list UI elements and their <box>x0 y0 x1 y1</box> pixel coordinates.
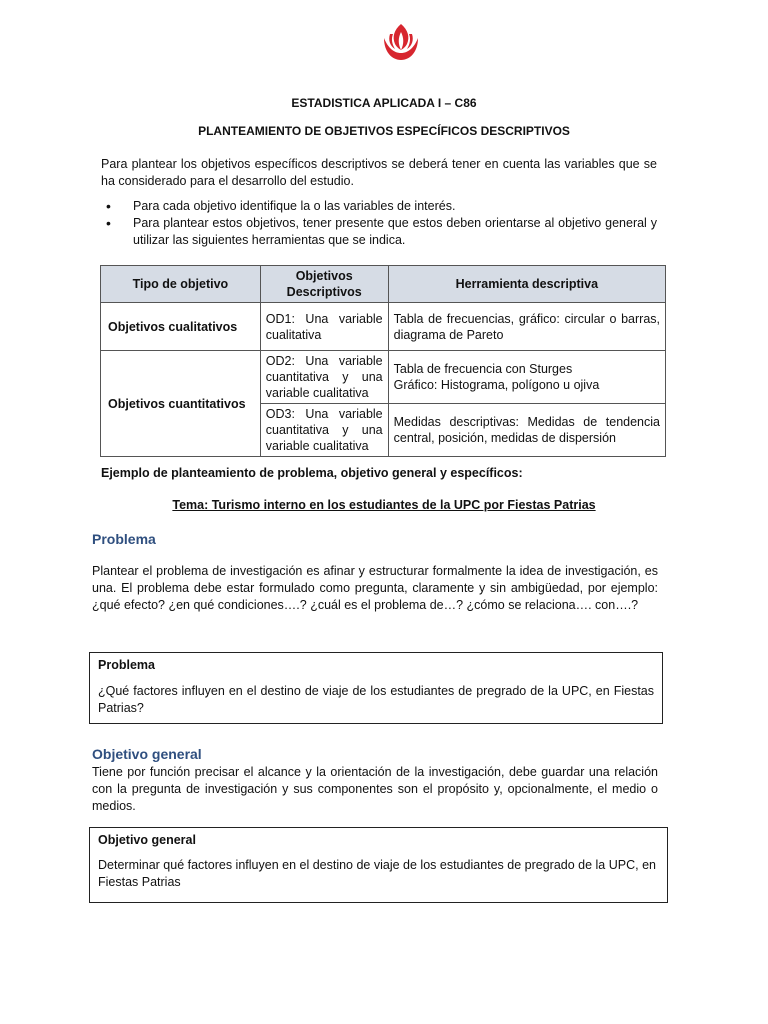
bullet-icon: • <box>106 215 111 231</box>
problem-box-text: ¿Qué factores influyen en el destino de viaje de los estudiantes de pregrado de la UPC, en Fiestas Patrias? <box>98 684 654 715</box>
general-objective-box-text: Determinar qué factores influyen en el destino de viaje de los estudiantes de pregrado de la UPC, en Fiestas Patrias <box>98 858 656 889</box>
intro-paragraph: Para plantear los objetivos específicos descriptivos se deberá tener en cuenta las variables que se ha considerado para el desarrollo del estudio. <box>101 157 657 188</box>
document-title: PLANTEAMIENTO DE OBJETIVOS ESPECÍFICOS DESCRIPTIVOS <box>198 124 570 138</box>
problem-box-title: Problema <box>98 658 155 672</box>
general-objective-heading: Objetivo general <box>92 746 202 762</box>
problem-paragraph: Plantear el problema de investigación es afinar y estructurar formalmente la idea de investigación, es una. El problema debe estar formulado como pregunta, claramente y sin ambigüedad, por ejemplo: ¿qué efecto? ¿en qué condiciones….? ¿cuál es el problema de…? ¿cómo se relaciona…. con….? <box>92 564 658 612</box>
course-title: ESTADISTICA APLICADA I – C86 <box>291 96 477 110</box>
upc-logo-icon <box>380 22 422 62</box>
table-row <box>101 303 666 351</box>
column-header: Herramienta descriptiva <box>388 266 665 303</box>
example-heading: Ejemplo de planteamiento de problema, objetivo general y específicos: <box>101 466 523 480</box>
general-objective-box <box>89 827 668 903</box>
column-header: Tipo de objetivo <box>101 266 261 303</box>
objective-type-cell: Objetivos cuantitativos <box>101 351 261 457</box>
objectives-table <box>100 265 666 457</box>
general-objective-paragraph: Tiene por función precisar el alcance y la orientación de la investigación, debe guardar una relación con la pregunta de investigación y sus componentes son el propósito y, opcionalmente, el medio o medios. <box>92 765 658 813</box>
tool-cell: Tabla de frecuencia con Sturges Gráfico: Histograma, polígono u ojiva <box>388 351 665 404</box>
objective-type-cell: Objetivos cualitativos <box>101 303 261 351</box>
table-header-row <box>101 266 666 303</box>
tool-cell: Medidas descriptivas: Medidas de tendencia central, posición, medidas de dispersión <box>388 404 665 457</box>
list-item: • Para cada objetivo identifique la o las variables de interés. <box>106 198 456 214</box>
bullet-icon: • <box>106 198 111 214</box>
table-row <box>101 351 666 404</box>
objective-cell: OD2: Una variable cuantitativa y una variable cualitativa <box>260 351 388 404</box>
general-objective-box-title: Objetivo general <box>98 833 196 847</box>
list-item: • Para plantear estos objetivos, tener presente que estos deben orientarse al objetivo general y utilizar las siguientes herramientas que se indica. <box>106 215 657 247</box>
tool-cell: Tabla de frecuencias, gráfico: circular o barras, diagrama de Pareto <box>388 303 665 351</box>
objective-cell: OD3: Una variable cuantitativa y una variable cualitativa <box>260 404 388 457</box>
objective-cell: OD1: Una variable cualitativa <box>260 303 388 351</box>
problem-box <box>89 652 663 724</box>
problem-heading: Problema <box>92 531 156 547</box>
topic-title: Tema: Turismo interno en los estudiantes de la UPC por Fiestas Patrias <box>172 498 596 512</box>
column-header: Objetivos Descriptivos <box>260 266 388 303</box>
instruction-list <box>101 198 657 249</box>
